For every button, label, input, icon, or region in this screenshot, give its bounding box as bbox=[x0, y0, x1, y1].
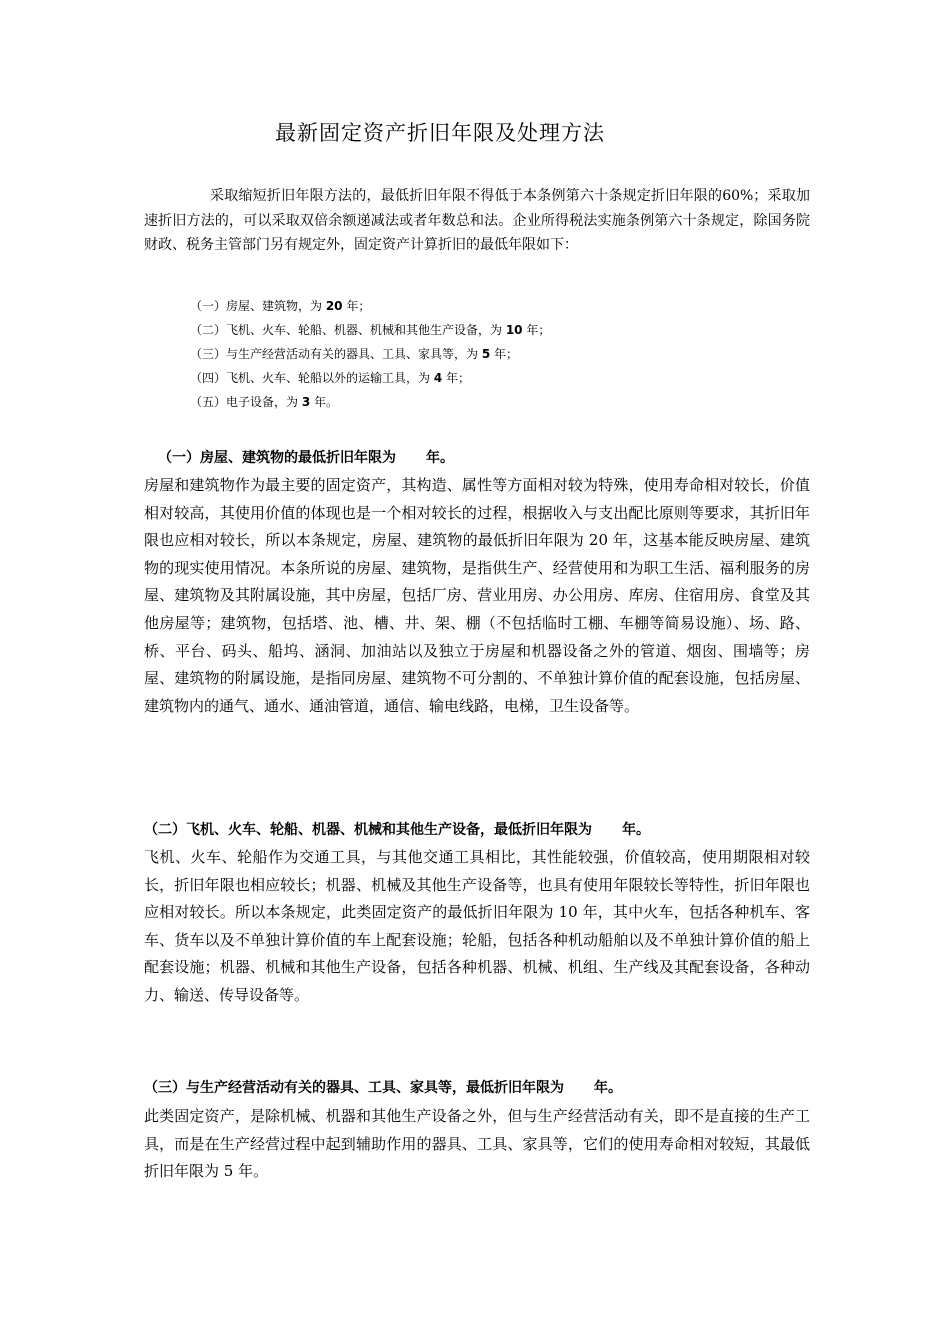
list-item: （四）飞机、火车、轮船以外的运输工具，为 4 年； bbox=[190, 371, 471, 385]
section-heading-tools: （三）与生产经营活动有关的器具、工具、家具等，最低折旧年限为 年。 bbox=[144, 1080, 622, 1096]
list-item-years: 4 bbox=[433, 371, 443, 385]
document-title: 最新固定资产折旧年限及处理方法 bbox=[275, 121, 605, 145]
list-item-years: 10 bbox=[505, 323, 523, 337]
list-item-years: 5 bbox=[481, 347, 491, 361]
list-item-years: 20 bbox=[325, 299, 343, 313]
list-item-years: 3 bbox=[301, 395, 311, 409]
section-body-equipment: 飞机、火车、轮船作为交通工具，与其他交通工具相比，其性能较强，价值较高，使用期限相对较长，折旧年限也相应较长；机器、机械及其他生产设备等，也具有使用年限较长等特性，折旧年限也应相对较长。所以本条规定，此类固定资产的最低折旧年限为 10 年，其中火车，包括各种机车、客车、货车以及不单独计算价值的车上配套设施；轮船，包括各种机动船舶以及不单独计算价值的船上配套设施；机器、机械和其他生产设备，包括各种机器、机械、机组、生产线及其配套设备，各种动力、输送、传导设备等。 bbox=[144, 848, 810, 1004]
list-item: （一）房屋、建筑物，为 20 年； bbox=[190, 299, 371, 313]
section-heading-equipment: （二）飞机、火车、轮船、机器、机械和其他生产设备，最低折旧年限为 年。 bbox=[144, 822, 650, 838]
intro-paragraph: 采取缩短折旧年限方法的，最低折旧年限不得低于本条例第六十条规定折旧年限的60%；采取加速折旧方法的，可以采取双倍余额递减法或者年数总和法。企业所得税法实施条例第六十条规定，除国务院财政、税务主管部门另有规定外，固定资产计算折旧的最低年限如下： bbox=[144, 188, 810, 253]
section-body-buildings: 房屋和建筑物作为最主要的固定资产，其构造、属性等方面相对较为特殊，使用寿命相对较长，价值相对较高，其使用价值的体现也是一个相对较长的过程，根据收入与支出配比原则等要求，其折旧年限也应相对较长，所以本条规定，房屋、建筑物的最低折旧年限为 20 年，这基本能反映房屋、建筑物的现实使用情况。本条所说的房屋、建筑物，是指供生产、经营使用和为职工生活、福利服务的房屋、建筑物及其附属设施，其中房屋，包括厂房、营业用房、办公用房、库房、住宿用房、食堂及其他房屋等；建筑物，包括塔、池、槽、井、架、棚（不包括临时工棚、车棚等简易设施）、场、路、桥、平台、码头、船坞、涵洞、加油站以及独立于房屋和机器设备之外的管道、烟囱、围墙等；房屋、建筑物的附属设施，是指同房屋、建筑物不可分割的、不单独计算价值的配套设施，包括房屋、建筑物内的通气、通水、通油管道，通信、输电线路，电梯，卫生设备等。 bbox=[144, 476, 810, 715]
list-item: （三）与生产经营活动有关的器具、工具、家具等，为 5 年； bbox=[190, 347, 519, 361]
section-heading-buildings: （一）房屋、建筑物的最低折旧年限为 年。 bbox=[158, 450, 454, 466]
depreciation-list bbox=[190, 294, 810, 414]
list-item: （二）飞机、火车、轮船、机器、机械和其他生产设备，为 10 年； bbox=[190, 323, 551, 337]
section-body-tools: 此类固定资产，是除机械、机器和其他生产设备之外，但与生产经营活动有关，即不是直接的生产工具，而是在生产经营过程中起到辅助作用的器具、工具、家具等，它们的使用寿命相对较短，其最低折旧年限为 5 年。 bbox=[144, 1107, 810, 1181]
list-item: （五）电子设备，为 3 年。 bbox=[190, 395, 339, 409]
